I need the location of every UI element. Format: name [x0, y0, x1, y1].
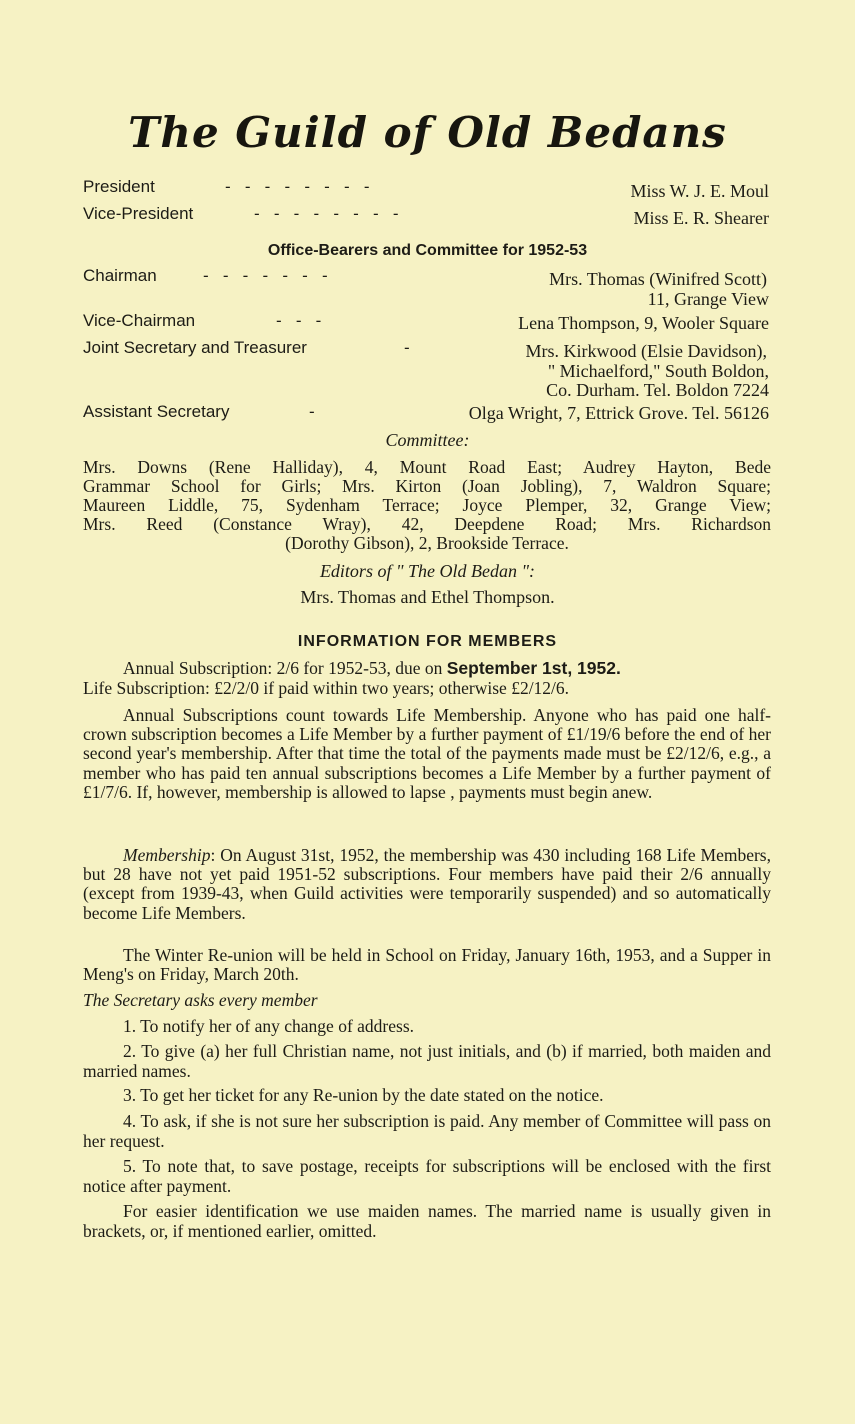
secretary-phone: Co. Durham. Tel. Boldon 7224 [546, 380, 769, 400]
vice-president-label: Vice-President [83, 204, 194, 223]
committee-label: Committee: [385, 430, 470, 450]
reunion-paragraph: The Winter Re-union will be held in School on Friday, January 16th, 1953, and a Supper in Meng's on Friday, March 20th. [83, 945, 771, 985]
membership-paragraph [83, 846, 771, 923]
list-item: 5. To note that, to save postage, receipts for subscriptions will be enclosed with the first notice after payment. [83, 1156, 771, 1196]
list-item: 4. To ask, if she is not sure her subscription is paid. Any member of Committee will pass on her request. [83, 1111, 771, 1151]
info-heading: INFORMATION FOR MEMBERS [297, 633, 558, 650]
committee-line: (Dorothy Gibson), 2, Brookside Terrace. [285, 533, 569, 553]
membership-text: : On August 31st, 1952, the membership was 430 including 168 Life Members, but 28 have not yet paid 1951-52 subscriptions. Four members have paid their 2/6 annually (except from 1939-43, when Guild activities were temporarily suspended) and so automatically become Life Members. [83, 845, 771, 923]
editors-label: Editors of " The Old Bedan ": [319, 561, 536, 581]
secretary-name: Mrs. Kirkwood (Elsie Davidson), [525, 341, 767, 361]
secretary-label: Joint Secretary and Treasurer [83, 338, 307, 357]
list-item: 1. To notify her of any change of address. [123, 1016, 415, 1036]
president-dashes: - - - - - - - - [225, 177, 370, 196]
president-name: Miss W. J. E. Moul [630, 181, 769, 201]
assistant-name: Olga Wright, 7, Ettrick Grove. Tel. 56126 [468, 403, 769, 423]
subscription-paragraph [83, 659, 771, 678]
president-label: President [83, 177, 155, 196]
subscription-text: Annual Subscription: 2/6 for 1952-53, due on [123, 658, 447, 678]
secretary-address: " Michaelford," South Boldon, [547, 361, 769, 381]
membership-label: Membership [123, 845, 211, 865]
page-title: The Guild of Old Bedans [128, 108, 727, 157]
list-item: 3. To get her ticket for any Re-union by the date stated on the notice. [123, 1085, 604, 1105]
committee-line: Mrs. Downs (Rene Halliday), 4, Mount Road East; Audrey Hayton, Bede [83, 457, 771, 477]
closing-paragraph: For easier identification we use maiden names. The married name is usually given in brackets, or, if mentioned earlier, omitted. [83, 1201, 771, 1241]
chairman-address: 11, Grange View [647, 289, 769, 309]
vice-chairman-name: Lena Thompson, 9, Wooler Square [518, 313, 769, 333]
list-item: 2. To give (a) her full Christian name, not just initials, and (b) if married, both maiden and married names. [83, 1041, 771, 1081]
secretary-asks: The Secretary asks every member [83, 990, 318, 1010]
life-subscription: Life Subscription: £2/2/0 if paid within two years; otherwise £2/12/6. [83, 678, 570, 698]
vice-president-dashes: - - - - - - - - [254, 204, 399, 223]
committee-line: Grammar School for Girls; Mrs. Kirton (Joan Jobling), 7, Waldron Square; [83, 476, 771, 496]
committee-line: Maureen Liddle, 75, Sydenham Terrace; Joyce Plemper, 32, Grange View; [83, 495, 771, 515]
assistant-label: Assistant Secretary [83, 402, 230, 421]
vice-chairman-dashes: - - - [276, 311, 322, 330]
subscription-due-date: September 1st, 1952. [446, 658, 621, 678]
committee-line: Mrs. Reed (Constance Wray), 42, Deepdene Road; Mrs. Richardson [83, 514, 771, 534]
secretary-dashes: - [404, 338, 410, 357]
vice-president-name: Miss E. R. Shearer [633, 208, 769, 228]
life-membership-paragraph: Annual Subscriptions count towards Life Membership. Anyone who has paid one half-crown subscription becomes a Life Member by a further payment of £1/19/6 before the end of her second year's membership. After that time the total of the payments made must be £2/12/6, e.g., a member who has paid ten annual subscriptions becomes a Life Member by a further payment of £1/7/6. If, however, membership is allowed to lapse , payments must begin anew. [83, 705, 771, 802]
committee-list [83, 458, 771, 553]
committee-heading: Office-Bearers and Committee for 1952-53 [267, 242, 588, 259]
chairman-label: Chairman [83, 266, 157, 285]
vice-chairman-label: Vice-Chairman [83, 311, 196, 330]
editors-names: Mrs. Thomas and Ethel Thompson. [300, 587, 555, 607]
chairman-dashes: - - - - - - - [203, 266, 328, 285]
chairman-name: Mrs. Thomas (Winifred Scott) [549, 269, 767, 289]
assistant-dashes: - [309, 402, 315, 421]
